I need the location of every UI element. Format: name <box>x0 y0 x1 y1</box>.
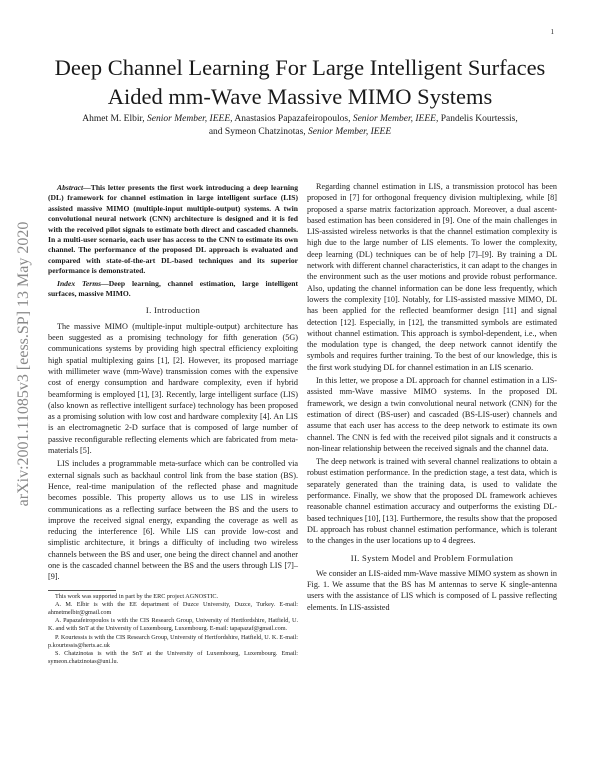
author-name: Ahmet M. Elbir, <box>82 114 145 124</box>
footnote: A. Papazafeiropoulos is with the CIS Research Group, University of Hertfordshire, Hatfield, U. K. and with SnT at the University of Luxembourg, Luxembourg. E-mail: tapapazaf@gmail.com. <box>48 617 298 633</box>
author-affiliation: Senior Member, IEEE, <box>147 114 233 124</box>
right-column <box>307 181 557 615</box>
abstract-lead: Abstract <box>57 183 84 192</box>
index-terms <box>48 279 298 300</box>
paper-title: Deep Channel Learning For Large Intelligent Surfaces Aided mm-Wave Massive MIMO Systems <box>54 55 546 109</box>
author-name: Anastasios Papazafeiropoulos, <box>234 114 351 124</box>
page-number: 1 <box>550 28 554 36</box>
paragraph: LIS includes a programmable meta-surface which can be controlled via external signals such as backhaul control link from the base station (BS). Hence, real-time manipulation of the reflected phase and magnitude becomes possible. This property allows us to use LIS in wireless communications as a reflecting surface between the BS and the users to improve the received signal energy, expanding the coverage as well as reducing the interference [6]. While LIS can provide low-cost and simplistic architecture, it brings a difficulty of including two wireless channels between the BS and user, one being the direct channel and another one is the cascaded channel between the BS and the users through LIS [7]–[9]. <box>48 459 298 582</box>
index-terms-text: —Deep learning, channel estimation, large intelligent surfaces, massive MIMO. <box>48 278 298 299</box>
section-heading-introduction: I. Introduction <box>145 305 201 316</box>
abstract <box>48 183 298 277</box>
author-name: Pandelis Kourtessis, <box>440 114 518 124</box>
author-affiliation: Senior Member, IEEE <box>308 127 392 137</box>
abstract-text: —This letter presents the first work introducing a deep learning (DL) framework for channel estimation in large intelligent surface (LIS) assisted massive MIMO (multiple-input multiple-output) systems. A twin convolutional neural network (CNN) architecture is designed and it is fed with the received pilot signals to estimate both direct and cascaded channels. In a multi-user scenario, each user has access to the CNN to estimate its own channel. The performance of the proposed DL approach is evaluated and compared with state-of-the-art DL-based techniques and its superior performance is demonstrated. <box>48 183 298 276</box>
paragraph: In this letter, we propose a DL approach for channel estimation in a LIS-assisted mm-Wave massive MIMO systems. In the proposed DL framework, we design a twin convolutional neural network (CNN) for the estimation of direct (BS-user) and cascaded (BS-LIS-user) channels and assume that each user has access to the deep network to estimate its own channel. The CNN is fed with the received pilot signals and it constructs a non-linear relationship between the received signals and the channel data. <box>307 376 557 453</box>
paragraph: The deep network is trained with several channel realizations to obtain a robust estimation performance. In the prediction stage, a test data, which is separately generated than the training data, is used to validate the performance. Finally, we show that the proposed DL framework achieves reasonable channel estimation accuracy and outperforms the existing DL-based techniques [10], [13]. Furthermore, the results show that the proposed DL approach has robust channel estimation performance, which is tolerant to the changes in the user locations up to 4 degrees. <box>307 457 557 546</box>
paragraph: We consider an LIS-aided mm-Wave massive MIMO system as shown in Fig. 1. We assume that the BS has M antennas to serve K single-antenna users with the assistance of LIS which is composed of L passive reflecting elements. In LIS-assisted <box>307 568 557 612</box>
footnote-rule <box>48 590 116 591</box>
author-list <box>70 113 530 139</box>
index-terms-lead: Index Terms <box>57 278 102 288</box>
footnotes <box>48 593 298 667</box>
author-affiliation: Senior Member, IEEE, <box>352 114 439 124</box>
paragraph: The massive MIMO (multiple-input multiple-output) architecture has been suggested as a promising technology for fifth generation (5G) communications systems by providing high spectral efficiency exploiting high spatial multiplexing gains [1], [2]. However, its proposed marriage with millimeter wave (mm-Wave) transmission comes with the expensive cost of energy consumption and hardware complexity, even if hybrid beamforming is employed [1], [3]. Recently, large intelligent surface (LIS) (also known as reflective intelligent surface) technology has been proposed as a promising solution with low cost and hardware complexity [4]. An LIS is an electromagnetic 2-D surface that is composed of large number of passive reconfigurable reflecting elements which are fabricated from meta-materials [5]. <box>48 321 298 456</box>
footnote: S. Chatzinotas is with the SnT at the University of Luxembourg, Luxembourg. Email: symeon.chatzinotas@uni.lu. <box>48 650 298 666</box>
arxiv-stamp: arXiv:2001.11085v3 [eess.SP] 13 May 2020 <box>15 221 32 507</box>
section-heading-system-model: II. System Model and Problem Formulation <box>350 552 514 563</box>
footnote: A. M. Elbir is with the EE department of Duzce University, Duzce, Turkey. E-mail: ahmetmelbir@gmail.com <box>48 600 298 616</box>
left-column <box>48 183 298 666</box>
author-name: and Symeon Chatzinotas, <box>208 127 306 137</box>
footnote: This work was supported in part by the ERC project AGNOSTIC. <box>55 592 219 600</box>
footnote: P. Kourtessis is with the CIS Research Group, University of Hertfordshire, Hatfield, U. K. E-mail: p.kourtessis@herts.ac.uk <box>48 633 298 649</box>
paragraph: Regarding channel estimation in LIS, a transmission protocol has been proposed in [7] for orthogonal frequency division multiplexing, while [8] proposed a sparse matrix factorization approach. Moreover, a dual ascent-based estimation has been considered in [9]. One of the main challenges in LIS-assisted wireless networks is that the channel estimation complexity is high due to the large number of LIS elements. To lower the complexity, deep learning (DL) techniques can be of help [7]–[9]. By training a DL network with different channel characteristics, it can adapt to the changes in the environment such as the user motions and provide robust performance. Also, updating the channel information can be done less frequently, which lowers the complexity [10]. Notably, for LIS-assisted massive MIMO, DL has been applied for the reflected beamformer design [11] and signal detection [12]. Especially, in [12], the transmitted symbols are estimated without channel estimation. This approach is symbol-dependent, i.e., when the modulation type is changed, the deep network cannot identify the symbols and requires further training. To the best of our knowledge, this is the first work studying DL for channel estimation in an LIS scenario. <box>307 182 557 372</box>
